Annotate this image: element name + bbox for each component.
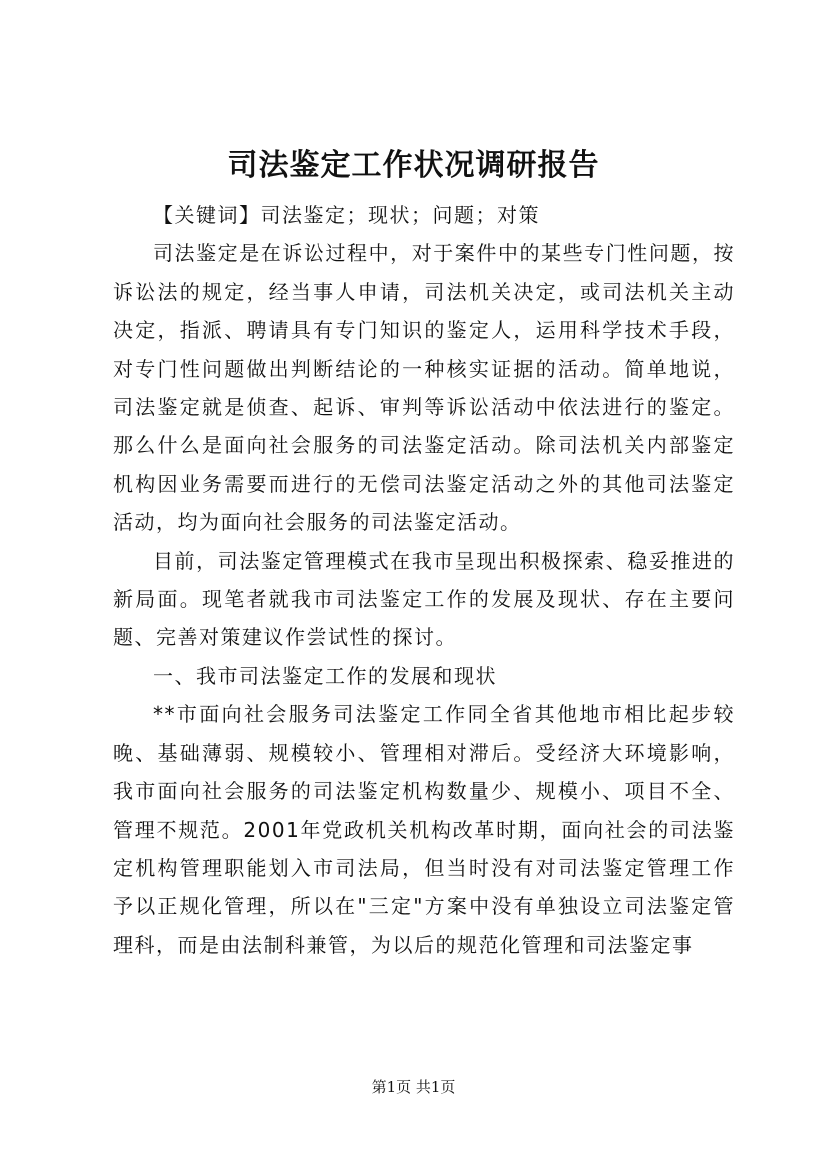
document-body	[113, 196, 735, 964]
page-footer: 第1页 共1页	[371, 1078, 456, 1096]
paragraph-1: 司法鉴定是在诉讼过程中，对于案件中的某些专门性问题，按诉讼法的规定，经当事人申请，司法机关决定，或司法机关主动决定，指派、聘请具有专门知识的鉴定人，运用科学技术手段，对专门性问题做出判断结论的一种核实证据的活动。简单地说，司法鉴定就是侦查、起诉、审判等诉讼活动中依法进行的鉴定。那么什么是面向社会服务的司法鉴定活动。除司法机关内部鉴定机构因业务需要而进行的无偿司法鉴定活动之外的其他司法鉴定活动，均为面向社会服务的司法鉴定活动。	[113, 241, 735, 535]
keywords-line: 【关键词】司法鉴定；现状；问题；对策	[153, 203, 540, 227]
paragraph-3: **市面向社会服务司法鉴定工作同全省其他地市相比起步较晚、基础薄弱、规模较小、管理相对滞后。受经济大环境影响，我市面向社会服务的司法鉴定机构数量少、规模小、项目不全、管理不规范。2001年党政机关机构改革时期，面向社会的司法鉴定机构管理职能划入市司法局，但当时没有对司法鉴定管理工作予以正规化管理，所以在"三定"方案中没有单独设立司法鉴定管理科，而是由法制科兼管，为以后的规范化管理和司法鉴定事	[113, 702, 735, 957]
paragraph-2: 目前，司法鉴定管理模式在我市呈现出积极探索、稳妥推进的新局面。现笔者就我市司法鉴定工作的发展及现状、存在主要问题、完善对策建议作尝试性的探讨。	[113, 548, 735, 650]
section-heading-1: 一、我市司法鉴定工作的发展和现状	[153, 663, 497, 688]
document-title: 司法鉴定工作状况调研报告	[227, 148, 600, 183]
